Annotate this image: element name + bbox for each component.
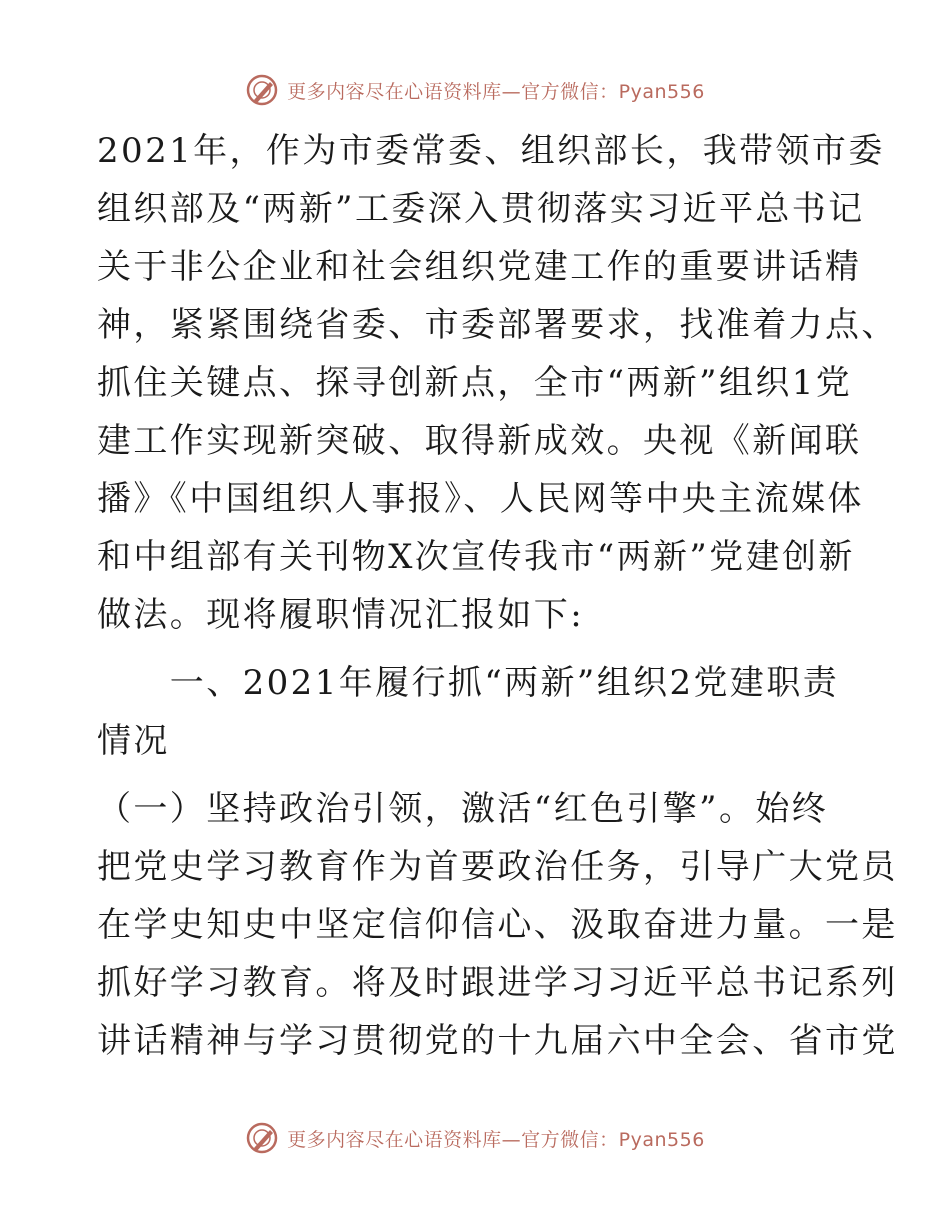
text-line: 抓住关键点、探寻创新点，全市“两新”组织1党	[97, 363, 853, 403]
text-line: 讲话精神与学习贯彻党的十九届六中全会、省市党	[97, 1021, 898, 1061]
heading-line: 一、2021年履行抓“两新”组织2党建职责	[97, 663, 840, 703]
text-line: 建工作实现新突破、取得新成效。央视《新闻联	[97, 421, 862, 461]
text-line: 抓好学习教育。将及时跟进学习习近平总书记系列	[97, 963, 898, 1003]
paragraph-intro	[97, 122, 898, 644]
heading-line: 情况	[97, 721, 170, 761]
document-body	[97, 122, 898, 1070]
text-line: 在学史知史中坚定信仰信心、汲取奋进力量。一是	[97, 905, 898, 945]
text-line: 神，紧紧围绕省委、市委部署要求，找准着力点、	[97, 305, 898, 345]
text-line: 关于非公企业和社会组织党建工作的重要讲话精	[97, 247, 862, 287]
pen-logo-icon	[245, 1121, 279, 1155]
paragraph-political-leadership	[97, 780, 898, 1070]
watermark-text: 更多内容尽在心语资料库—官方微信：Pyan556	[287, 80, 705, 103]
pen-logo-icon	[245, 73, 279, 107]
text-line: 组织部及“两新”工委深入贯彻落实习近平总书记	[97, 189, 865, 229]
section-heading-1	[97, 654, 857, 770]
header-watermark	[0, 70, 950, 110]
text-line: 播》《中国组织人事报》、人民网等中央主流媒体	[97, 479, 864, 519]
text-line: 2021年，作为市委常委、组织部长，我带领市委	[97, 131, 885, 171]
text-line: 做法。现将履职情况汇报如下:	[97, 595, 585, 635]
text-line: 和中组部有关刊物X次宣传我市“两新”党建创新	[97, 537, 855, 577]
footer-watermark	[0, 1118, 950, 1158]
text-line: 把党史学习教育作为首要政治任务，引导广大党员	[97, 847, 898, 887]
watermark-text: 更多内容尽在心语资料库—官方微信：Pyan556	[287, 1128, 705, 1151]
text-line: （一）坚持政治引领，激活“红色引擎”。始终	[97, 789, 829, 829]
